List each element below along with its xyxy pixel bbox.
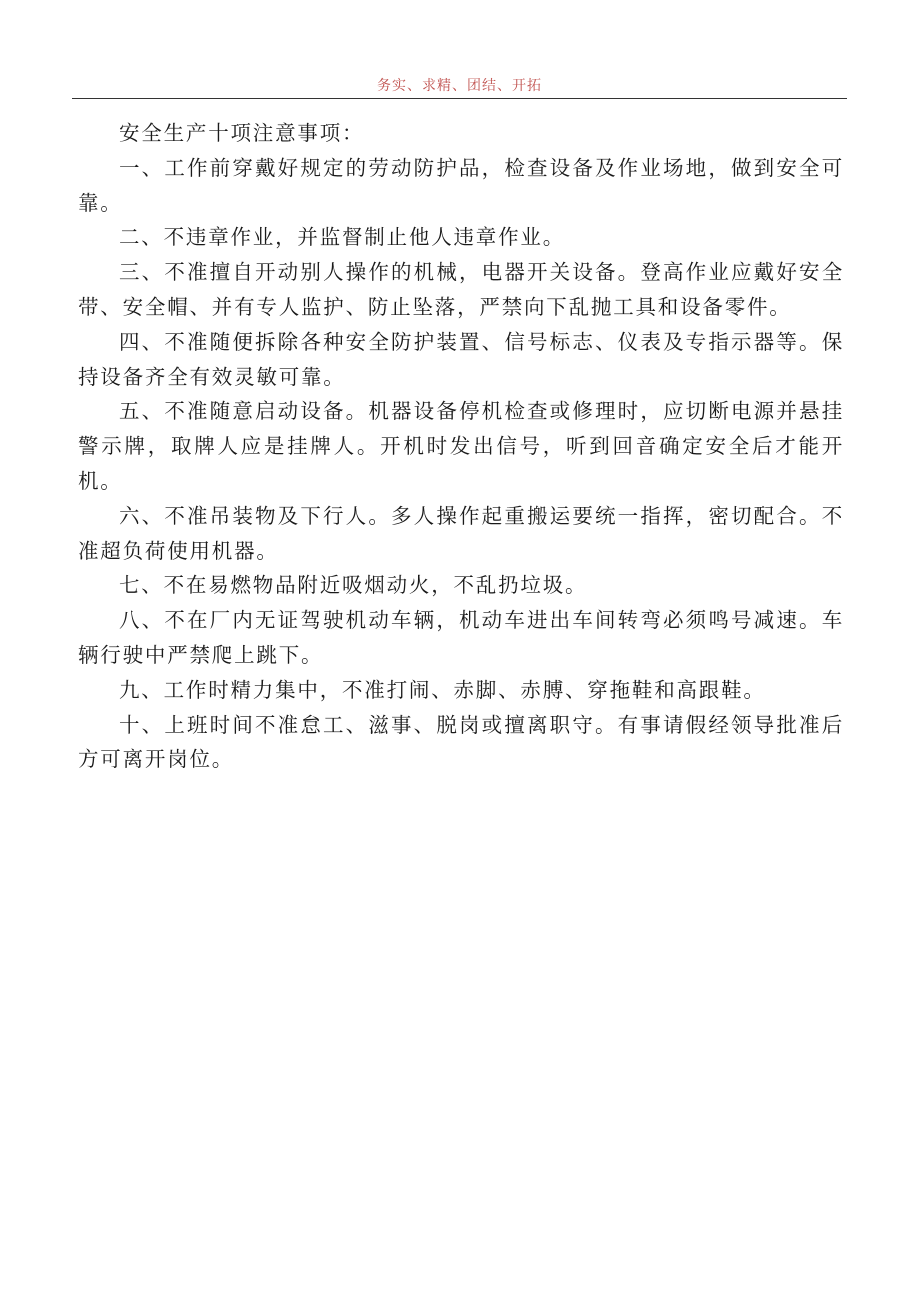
rule-item-2: 二、不违章作业，并监督制止他人违章作业。 (119, 225, 565, 250)
document-body (78, 116, 844, 777)
rule-item-3: 三、不准擅自开动别人操作的机械，电器开关设备。登高作业应戴好安全带、安全帽、并有专人监护、防止坠落，严禁向下乱抛工具和设备零件。 (78, 260, 844, 319)
document-title: 安全生产十项注意事项： (119, 121, 365, 145)
rule-item-7: 七、不在易燃物品附近吸烟动火，不乱扔垃圾。 (119, 573, 588, 598)
rule-item-5: 五、不准随意启动设备。机器设备停机检查或修理时，应切断电源并悬挂警示牌，取牌人应是挂牌人。开机时发出信号，听到回音确定安全后才能开机。 (78, 399, 844, 493)
rule-item-10: 十、上班时间不准怠工、滋事、脱岗或擅离职守。有事请假经领导批准后方可离开岗位。 (78, 712, 844, 772)
rule-item-6: 六、不准吊装物及下行人。多人操作起重搬运要统一指挥，密切配合。不准超负荷使用机器。 (78, 503, 844, 563)
rule-item-9: 九、工作时精力集中，不准打闹、赤脚、赤膊、穿拖鞋和高跟鞋。 (119, 677, 766, 702)
rule-item-8: 八、不在厂内无证驾驶机动车辆，机动车进出车间转弯必须鸣号减速。车辆行驶中严禁爬上跳下。 (78, 608, 844, 667)
rule-item-4: 四、不准随便拆除各种安全防护装置、信号标志、仪表及专指示器等。保持设备齐全有效灵敏可靠。 (78, 329, 844, 389)
page-header: 务实、求精、团结、开拓 (377, 78, 542, 94)
rule-item-1: 一、工作前穿戴好规定的劳动防护品，检查设备及作业场地，做到安全可靠。 (78, 155, 844, 215)
header-divider (72, 98, 847, 99)
